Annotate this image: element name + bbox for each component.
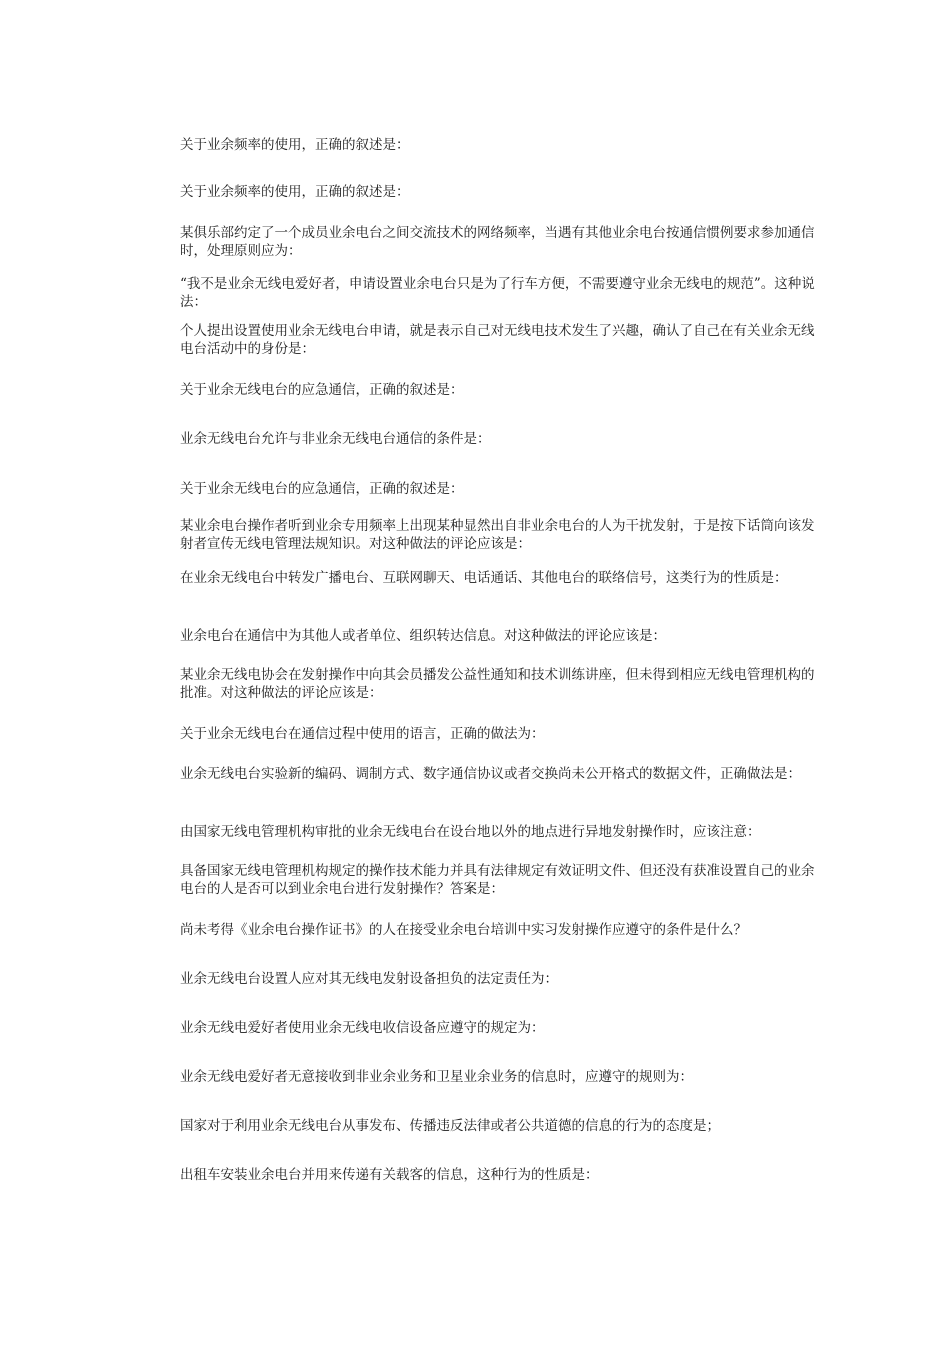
question-text: 某业余电台操作者听到业余专用频率上出现某种显然出自非业余电台的人为干扰发射，于是按下话筒向该发射者宣传无线电管理法规知识。对这种做法的评论应该是： xyxy=(180,518,815,552)
question-text: 尚未考得《业余电台操作证书》的人在接受业余电台培训中实习发射操作应遵守的条件是什么？ xyxy=(180,922,747,938)
question-text: 具备国家无线电管理机构规定的操作技术能力并具有法律规定有效证明文件、但还没有获准设置自己的业余电台的人是否可以到业余电台进行发射操作？答案是： xyxy=(180,863,815,897)
question-text: 业余无线电爱好者无意接收到非业余业务和卫星业余业务的信息时，应遵守的规则为： xyxy=(180,1069,693,1085)
question-text: 某业余无线电协会在发射操作中向其会员播发公益性通知和技术训练讲座，但未得到相应无线电管理机构的批准。对这种做法的评论应该是： xyxy=(180,667,815,701)
question-text: 业余无线电爱好者使用业余无线电收信设备应遵守的规定为： xyxy=(180,1020,545,1036)
question-text: 由国家无线电管理机构审批的业余无线电台在设台地以外的地点进行异地发射操作时，应该注意： xyxy=(180,824,761,840)
question-text: 关于业余频率的使用，正确的叙述是： xyxy=(180,137,410,153)
question-text: 关于业余频率的使用，正确的叙述是： xyxy=(180,184,410,200)
question-text: 个人提出设置使用业余无线电台申请，就是表示自己对无线电技术发生了兴趣，确认了自己在有关业余无线电台活动中的身份是： xyxy=(180,323,815,357)
question-text: 业余无线电台实验新的编码、调制方式、数字通信协议或者交换尚未公开格式的数据文件，正确做法是： xyxy=(180,766,801,782)
question-text: 某俱乐部约定了一个成员业余电台之间交流技术的网络频率，当遇有其他业余电台按通信惯例要求参加通信时，处理原则应为： xyxy=(180,225,815,259)
question-text: 业余电台在通信中为其他人或者单位、组织转达信息。对这种做法的评论应该是： xyxy=(180,628,666,644)
question-text: 业余无线电台允许与非业余无线电台通信的条件是： xyxy=(180,431,491,447)
question-text: 出租车安装业余电台并用来传递有关载客的信息，这种行为的性质是： xyxy=(180,1167,599,1183)
question-text: 在业余无线电台中转发广播电台、互联网聊天、电话通话、其他电台的联络信号，这类行为的性质是： xyxy=(180,570,788,586)
question-text: 关于业余无线电台的应急通信，正确的叙述是： xyxy=(180,481,464,497)
question-text: “我不是业余无线电爱好者，申请设置业余电台只是为了行车方便，不需要遵守业余无线电的规范”。这种说法： xyxy=(180,276,815,310)
question-text: 关于业余无线电台在通信过程中使用的语言，正确的做法为： xyxy=(180,726,545,742)
question-text: 业余无线电台设置人应对其无线电发射设备担负的法定责任为： xyxy=(180,971,558,987)
question-text: 国家对于利用业余无线电台从事发布、传播违反法律或者公共道德的信息的行为的态度是； xyxy=(180,1118,720,1134)
question-text: 关于业余无线电台的应急通信，正确的叙述是： xyxy=(180,382,464,398)
